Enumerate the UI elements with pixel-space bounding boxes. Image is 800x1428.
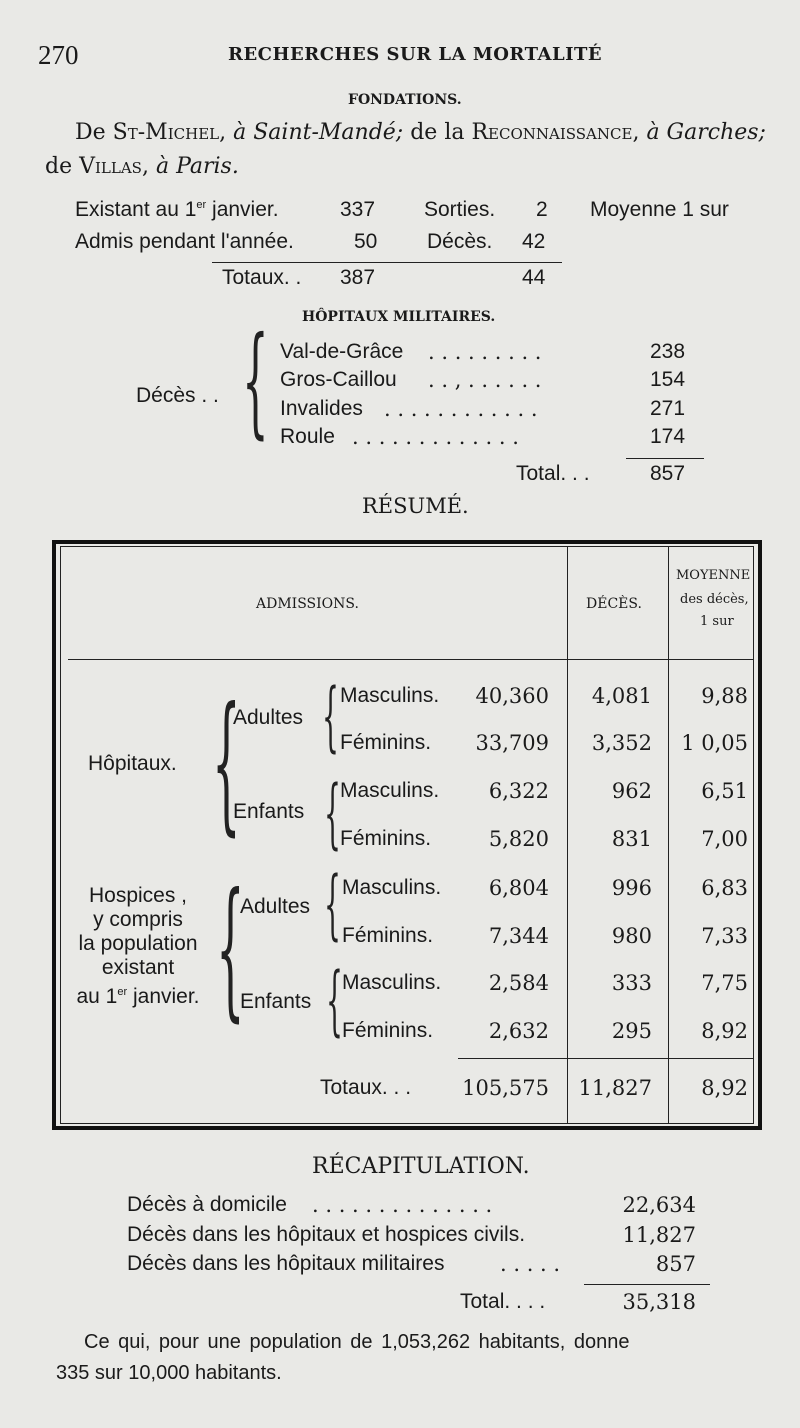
recap-item-value: 11,827 <box>622 1223 696 1247</box>
existant-label: Existant au 1 <box>75 198 197 221</box>
militaires-item-dots: . . , . . . . . . <box>428 368 542 392</box>
row-sex: Féminins. <box>342 924 434 947</box>
section-heading-recap: RÉCAPITULATION. <box>312 1154 530 1179</box>
militaires-item-name: Gros-Caillou <box>280 368 397 391</box>
conclusion-line-2: 335 sur 10,000 habitants. <box>56 1362 282 1384</box>
militaires-total-value: 857 <box>650 462 686 485</box>
militaires-item-value: 271 <box>650 397 686 420</box>
row-sex: Masculins. <box>340 779 440 802</box>
fondations-total-rule <box>212 262 562 263</box>
hopitaux-label: Hôpitaux. <box>88 752 177 775</box>
row-deces: 996 <box>611 876 652 900</box>
hospices-line <box>58 980 218 1009</box>
row-admissions: 5,820 <box>488 827 549 851</box>
row-sex: Masculins. <box>342 876 442 899</box>
moyenne-label: Moyenne 1 sur <box>590 198 729 221</box>
militaires-item-dots: . . . . . . . . . <box>428 340 542 364</box>
recap-total-rule <box>584 1284 710 1285</box>
recap-item-label: Décès dans les hôpitaux militaires <box>127 1252 445 1275</box>
row-deces: 333 <box>611 971 652 995</box>
sorties-value: 2 <box>536 198 548 221</box>
deces-value: 42 <box>522 230 546 253</box>
row-sex: Féminins. <box>340 827 432 850</box>
row-moyenne: 6,83 <box>701 876 748 900</box>
recap-item-dots: . . . . . . . . . . . . . . <box>312 1193 493 1217</box>
fondations-text: de <box>45 154 73 179</box>
hospices-line: la population <box>78 932 198 955</box>
running-title: RECHERCHES SUR LA MORTALITÉ <box>228 44 603 65</box>
fondations-name: Reconnaissance, <box>471 120 640 145</box>
fondations-text: De <box>75 120 106 145</box>
resume-col-moyenne-1: MOYENNE <box>676 568 751 583</box>
admis-value: 50 <box>354 230 378 253</box>
row-admissions: 2,632 <box>488 1019 549 1043</box>
row-moyenne: 1 0,05 <box>681 731 748 755</box>
row-sex: Masculins. <box>340 684 440 707</box>
row-admissions: 2,584 <box>488 971 549 995</box>
existant-value: 337 <box>340 198 376 221</box>
recap-item-value: 857 <box>655 1252 696 1276</box>
hospices-line: Hospices , <box>88 884 188 907</box>
fondations-row-existant <box>75 198 279 222</box>
hospices-line: existant <box>101 956 175 979</box>
hospices-line: y compris <box>93 908 183 931</box>
existant-label-tail: janvier. <box>206 198 279 221</box>
fondations-totals-deces: 44 <box>522 266 546 289</box>
row-moyenne: 9,88 <box>701 684 748 708</box>
recap-item-value: 22,634 <box>622 1193 696 1217</box>
resume-totals-deces: 11,827 <box>578 1076 652 1100</box>
fondations-line-1 <box>75 120 766 145</box>
fondations-line-2 <box>45 154 239 179</box>
fondations-totals-label: Totaux. . <box>222 266 302 289</box>
militaires-item-dots: . . . . . . . . . . . . <box>384 397 538 421</box>
row-deces: 962 <box>611 779 652 803</box>
hospices-sup: er <box>117 986 128 998</box>
conclusion-line-1: Ce qui, pour une population de 1,053,262 habitants, donne <box>84 1331 630 1353</box>
section-heading-fondations: FONDATIONS. <box>348 92 462 108</box>
resume-col-rule <box>668 546 669 1124</box>
adultes-label: Adultes <box>240 895 311 918</box>
fondations-text: de la <box>410 120 465 145</box>
resume-totals-admissions: 105,575 <box>462 1076 549 1100</box>
fondations-place: à Paris. <box>155 154 239 179</box>
hospices-label <box>58 884 218 1009</box>
resume-col-moyenne-3: 1 sur <box>700 614 734 629</box>
adultes-label: Adultes <box>233 706 304 729</box>
hospices-tail: janvier. <box>127 985 200 1008</box>
recap-total-value: 35,318 <box>622 1290 696 1314</box>
row-moyenne: 7,00 <box>701 827 748 851</box>
fondations-place: à Saint-Mandé; <box>233 120 404 145</box>
fondations-place: à Garches; <box>646 120 766 145</box>
row-admissions: 7,344 <box>488 924 549 948</box>
adultes-brace: { <box>322 671 339 760</box>
militaires-total-rule <box>626 458 704 459</box>
admis-label: Admis pendant l'année. <box>75 230 294 253</box>
deces-label: Décès. <box>427 230 493 253</box>
fondations-name: St-Michel, <box>112 120 227 145</box>
row-moyenne: 8,92 <box>701 1019 748 1043</box>
resume-col-moyenne-2: des décès, <box>680 592 749 607</box>
row-admissions: 6,322 <box>488 779 549 803</box>
militaires-item-value: 154 <box>650 368 686 391</box>
adultes-brace: { <box>324 859 341 948</box>
enfants-brace: { <box>326 955 343 1044</box>
row-sex: Féminins. <box>342 1019 434 1042</box>
row-deces: 4,081 <box>591 684 652 708</box>
sorties-label: Sorties. <box>424 198 496 221</box>
militaires-group-label: Décès . . <box>136 384 219 407</box>
row-sex: Féminins. <box>340 731 432 754</box>
row-moyenne: 7,75 <box>701 971 748 995</box>
row-deces: 831 <box>611 827 652 851</box>
row-sex: Masculins. <box>342 971 442 994</box>
row-admissions: 6,804 <box>488 876 549 900</box>
enfants-brace: { <box>324 768 341 857</box>
resume-col-deces: DÉCÈS. <box>586 596 642 612</box>
enfants-label: Enfants <box>233 800 305 823</box>
resume-totals-label: Totaux. . . <box>320 1076 412 1099</box>
resume-totals-moyenne: 8,92 <box>701 1076 748 1100</box>
resume-col-rule <box>567 546 568 1124</box>
enfants-label: Enfants <box>240 990 312 1013</box>
militaires-item-value: 174 <box>650 425 686 448</box>
row-deces: 3,352 <box>591 731 652 755</box>
row-moyenne: 7,33 <box>701 924 748 948</box>
militaires-item-dots: . . . . . . . . . . . . . <box>352 425 519 449</box>
militaires-item-name: Roule <box>280 425 335 448</box>
row-moyenne: 6,51 <box>701 779 748 803</box>
militaires-brace: { <box>242 312 269 451</box>
hospices-brace: { <box>216 862 245 1036</box>
page-number: 270 <box>38 40 79 70</box>
militaires-item-value: 238 <box>650 340 686 363</box>
row-deces: 295 <box>611 1019 652 1043</box>
militaires-item-name: Val-de-Grâce <box>280 340 404 363</box>
row-admissions: 33,709 <box>475 731 549 755</box>
militaires-total-label: Total. . . <box>516 462 590 485</box>
militaires-item-name: Invalides <box>280 397 363 420</box>
recap-item-dots: . . . . . <box>500 1252 561 1276</box>
fondations-totals-value: 387 <box>340 266 376 289</box>
resume-header-rule <box>68 659 754 660</box>
fondations-name: Villas, <box>79 154 149 179</box>
resume-totals-rule <box>458 1058 754 1059</box>
recap-item-label: Décès dans les hôpitaux et hospices civils. <box>127 1223 526 1246</box>
section-heading-militaires: HÔPITAUX MILITAIRES. <box>302 309 496 325</box>
section-heading-resume: RÉSUMÉ. <box>362 494 469 518</box>
recap-total-label: Total. . . . <box>460 1290 546 1313</box>
recap-item-label: Décès à domicile <box>127 1193 287 1216</box>
hospices-au: au 1 <box>76 985 118 1008</box>
row-deces: 980 <box>611 924 652 948</box>
hopitaux-brace: { <box>212 676 241 850</box>
existant-sup: er <box>196 199 207 211</box>
resume-col-admissions: ADMISSIONS. <box>256 596 359 612</box>
row-admissions: 40,360 <box>475 684 549 708</box>
